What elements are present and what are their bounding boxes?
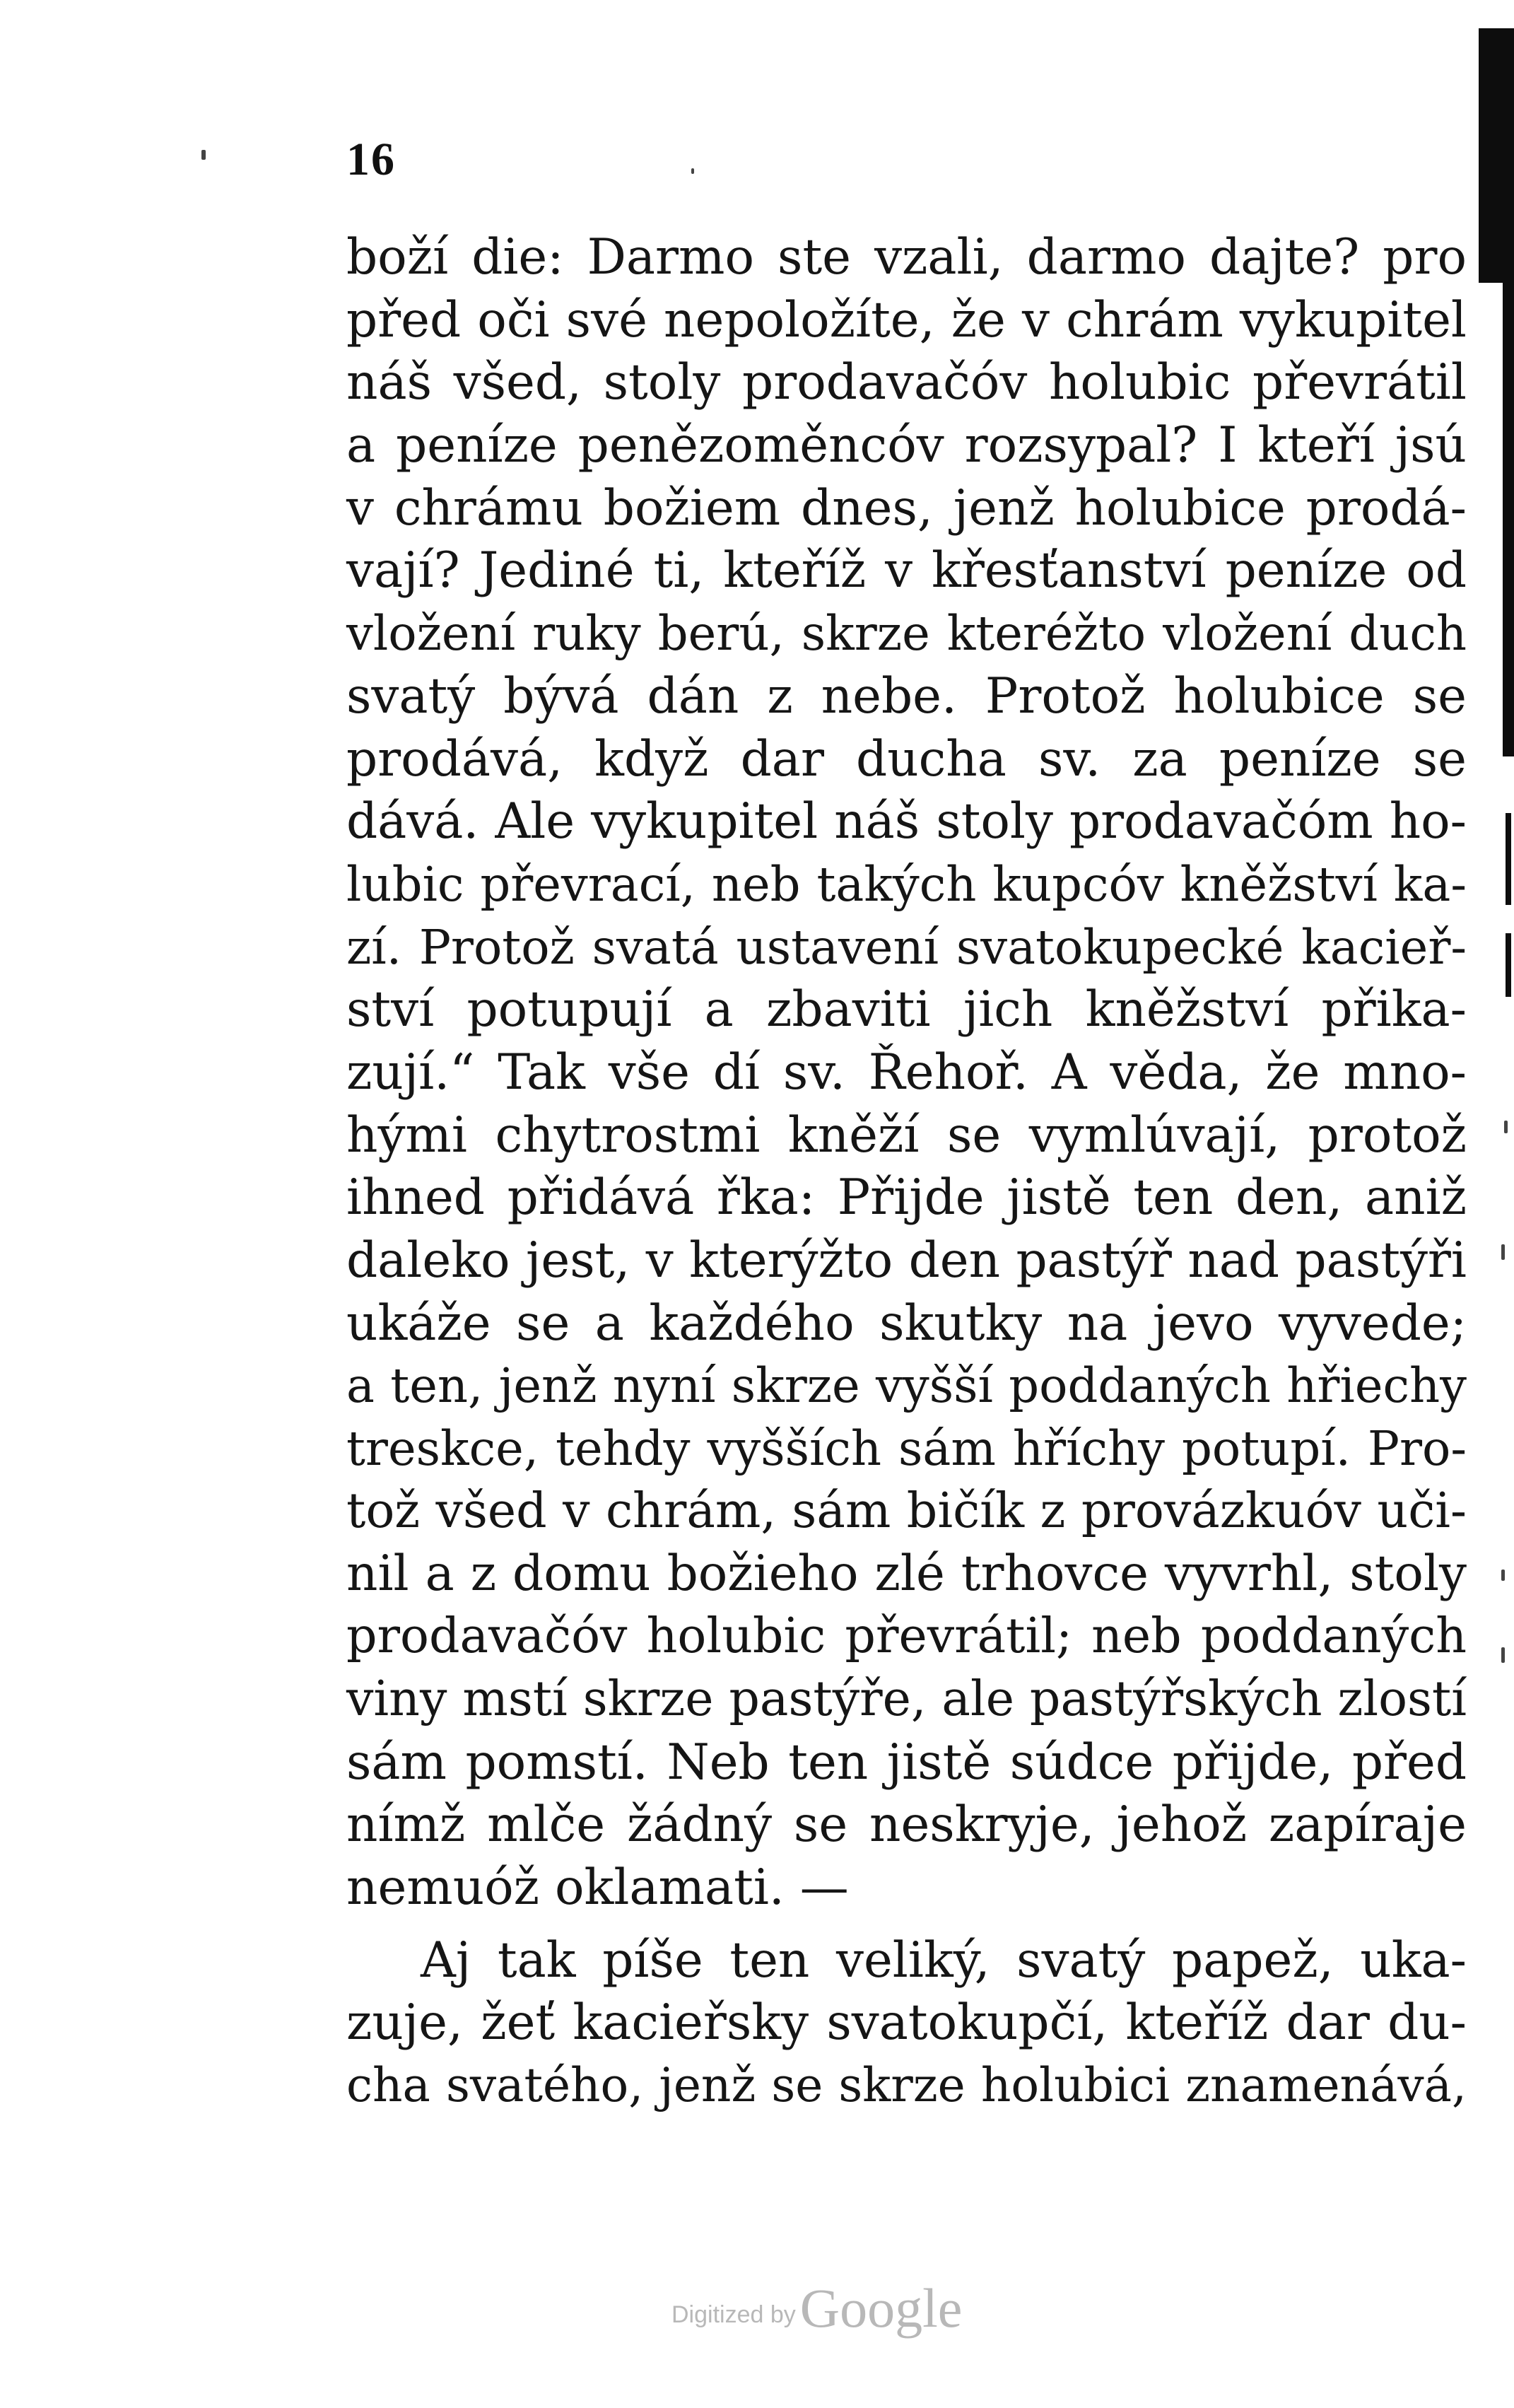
scan-speck xyxy=(1501,1244,1505,1260)
text-line: zuje, žeť kacieřsky svatokupčí, kteříž dar du- xyxy=(346,1994,1467,2052)
text-line: ukáže se a každého skutky na jevo vyvede; xyxy=(346,1294,1467,1352)
text-line: lubic převrací, neb takých kupcóv kněžství ka- xyxy=(346,856,1467,912)
digitized-watermark xyxy=(671,2277,962,2340)
text-line: sám pomstí. Neb ten jistě súdce přijde, před xyxy=(346,1734,1467,1791)
text-line: daleko jest, v kterýžto den pastýř nad pastýři xyxy=(346,1232,1467,1289)
text-line: dává. Ale vykupitel náš stoly prodavačóm ho- xyxy=(346,793,1467,851)
scan-speck xyxy=(201,150,206,160)
scan-edge-shadow xyxy=(1503,283,1514,756)
text-line: viny mstí skrze pastýře, ale pastýřských zlostí xyxy=(346,1671,1467,1727)
text-line: prodává, když dar ducha sv. za peníze se xyxy=(346,730,1467,788)
scan-speck xyxy=(1501,1570,1505,1581)
scan-speck xyxy=(691,168,694,174)
scan-speck xyxy=(1504,1121,1508,1133)
text-line: vložení ruky berú, skrze kteréžto vložení duch xyxy=(346,606,1467,662)
text-line: svatý bývá dán z nebe. Protož holubice se xyxy=(346,667,1467,725)
text-line: a ten, jenž nyní skrze vyšší poddaných hřiechy xyxy=(346,1358,1467,1414)
text-line: boží die: Darmo ste vzali, darmo dajte? pro xyxy=(346,229,1467,286)
text-line: a peníze penězoměncóv rozsypal? I kteří jsú xyxy=(346,417,1467,474)
text-line: tož všed v chrám, sám bičík z provázkuóv uči- xyxy=(346,1483,1467,1539)
google-logo: Google xyxy=(799,2277,963,2339)
body-text xyxy=(346,226,1467,2117)
text-line: treskce, tehdy vyšších sám hříchy potupí. Pro- xyxy=(346,1421,1467,1477)
text-line: náš všed, stoly prodavačóv holubic převrátil xyxy=(346,354,1467,411)
text-line: zují.“ Tak vše dí sv. Řehoř. A věda, že mno- xyxy=(346,1044,1467,1101)
text-line: vají? Jediné ti, kteříž v křesťanství peníze od xyxy=(346,542,1467,600)
text-line: nil a z domu božieho zlé trhovce vyvrhl, stoly xyxy=(346,1545,1467,1603)
scan-edge-shadow xyxy=(1479,28,1514,283)
text-line: cha svatého, jenž se skrze holubici znamenává, xyxy=(346,2057,1467,2112)
text-line: prodavačóv holubic převrátil; neb poddaných xyxy=(346,1608,1467,1665)
text-line: hými chytrostmi kněží se vymlúvají, protož xyxy=(346,1106,1467,1164)
paragraph-start-line: Aj tak píše ten veliký, svatý papež, uka- xyxy=(421,1931,1467,1989)
text-line: ihned přidává řka: Přijde jistě ten den, aniž xyxy=(346,1169,1467,1227)
text-line: nemuóž oklamati. — xyxy=(346,1859,849,1916)
scan-speck xyxy=(1501,1647,1505,1663)
watermark-prefix: Digitized by xyxy=(671,2301,796,2328)
text-line: před oči své nepoložíte, že v chrám vykupitel xyxy=(346,291,1467,349)
text-line: nímž mlče žádný se neskryje, jehož zapíraje xyxy=(346,1796,1467,1854)
text-line: v chrámu božiem dnes, jenž holubice prodá- xyxy=(346,479,1467,537)
scan-edge-shadow xyxy=(1506,933,1511,997)
text-line: ství potupují a zbaviti jich kněžství přika- xyxy=(346,981,1467,1039)
page-number: 16 xyxy=(346,134,396,185)
text-line: zí. Protož svatá ustavení svatokupecké kacieř- xyxy=(346,919,1467,975)
scan-edge-shadow xyxy=(1506,813,1511,905)
